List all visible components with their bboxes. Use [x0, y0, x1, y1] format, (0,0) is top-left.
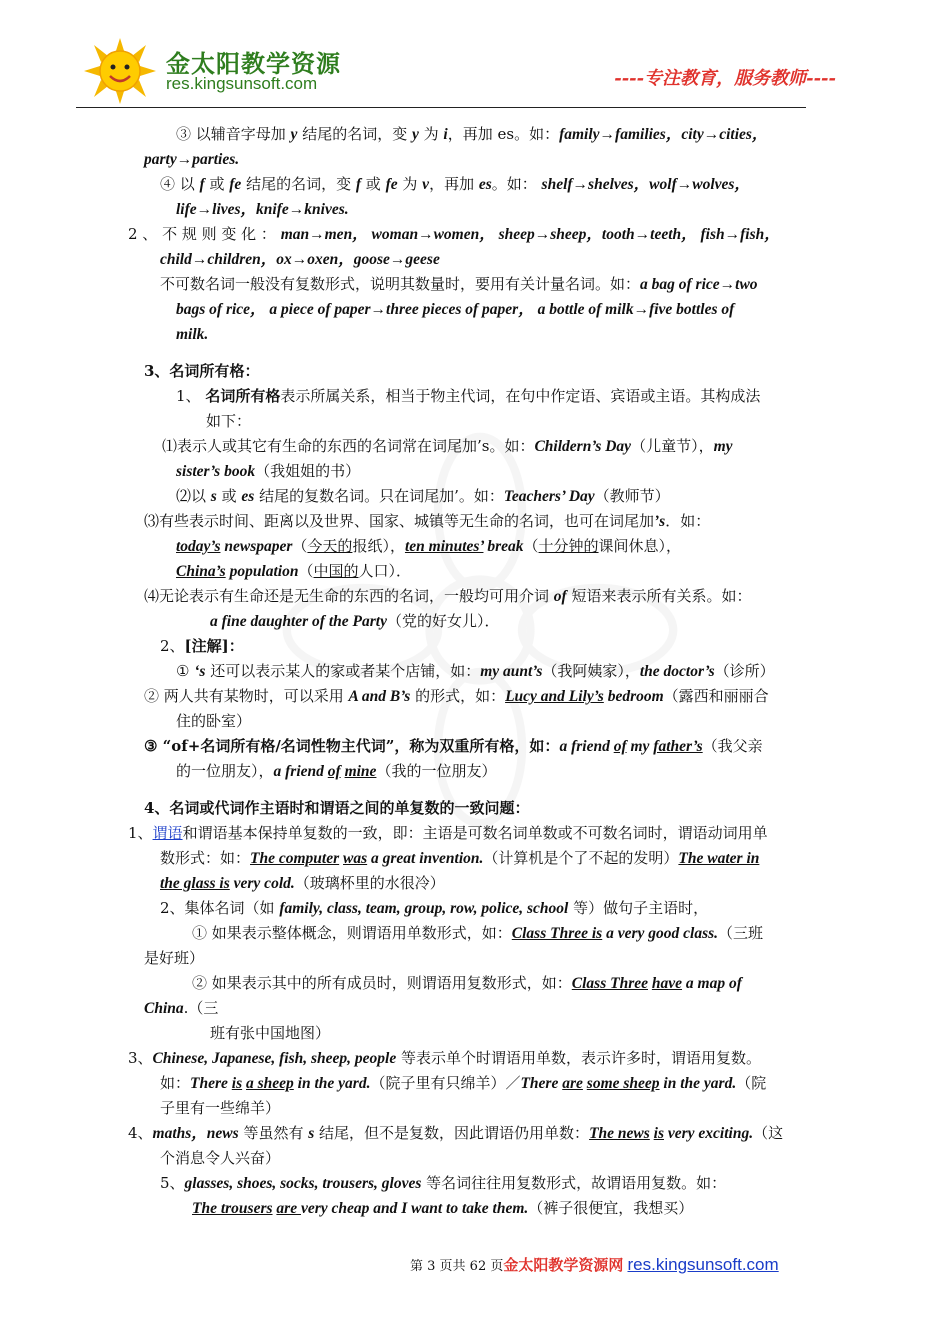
text-run: Teachers’ Day	[503, 488, 595, 505]
text-run: my	[713, 438, 733, 455]
text-run: was	[343, 850, 368, 867]
text-run: is	[653, 1125, 664, 1142]
text-run: （院	[736, 1074, 767, 1092]
text-run: There	[520, 1075, 563, 1092]
text-run: party→parties.	[144, 151, 240, 168]
text-run: father’s	[653, 738, 703, 755]
text-run: ③ 以辅音字母加	[176, 125, 291, 143]
text-run: Class Three	[571, 975, 648, 992]
text-run: （三班	[718, 924, 764, 942]
text-run: glasses, shoes, socks, trousers, gloves	[184, 1175, 422, 1192]
text-run: a fine daughter of the Party	[210, 613, 387, 630]
text-run: ’s	[654, 513, 666, 530]
text-run: mine	[344, 763, 377, 780]
brand-url[interactable]: res.kingsunsoft.com	[166, 74, 318, 93]
text-run: y	[411, 126, 419, 143]
text-run: 等虽然有	[238, 1124, 309, 1142]
text-run: 为	[397, 175, 423, 193]
text-line	[176, 122, 767, 147]
text-line	[144, 509, 710, 534]
text-run: have	[651, 975, 683, 992]
text-run: There	[190, 1075, 232, 1092]
text-run: （	[292, 537, 308, 555]
text-run: 住的卧室）	[176, 712, 252, 730]
text-run: （我姐姐的书）	[255, 462, 361, 480]
text-run: of	[613, 738, 627, 755]
text-run: 个消息令人兴奋）	[160, 1149, 281, 1167]
text-run: 4、名词或代词作主语时和谓语之间的单复数的一致问题：	[144, 799, 530, 817]
text-run: 数形式：如：	[160, 849, 251, 867]
text-line	[206, 409, 251, 434]
text-run: ⑴表示人或其它有生命的东西的名词常在词尾加’s。如：	[162, 437, 535, 455]
text-run: 人口）．	[358, 562, 412, 580]
text-line	[128, 1046, 761, 1071]
text-run: v	[422, 176, 430, 193]
text-run: 课间休息），	[598, 537, 682, 555]
text-line	[176, 484, 670, 509]
text-run: a map of	[682, 975, 742, 992]
text-run: the glass is	[160, 875, 230, 892]
text-line	[192, 1196, 693, 1221]
header-divider	[76, 107, 806, 108]
text-run: ② 两人共有某物时，可以采用	[144, 687, 349, 705]
text-run: ten minutes’	[404, 538, 484, 555]
text-line	[160, 247, 440, 272]
text-line	[160, 871, 445, 896]
text-line	[176, 534, 681, 559]
text-run: （	[523, 537, 539, 555]
page-footer	[410, 1254, 779, 1278]
text-run: 十分钟的	[538, 537, 599, 555]
text-run: 1、	[176, 387, 206, 405]
text-run: ③ “of+名词所有格/名词性物主代词”，称为双重所有格，如：	[144, 737, 560, 755]
text-line	[176, 384, 760, 409]
text-run: a friend	[273, 763, 328, 780]
text-run: 2、	[160, 637, 185, 655]
text-run: （裤子很便宜，我想买）	[528, 1199, 694, 1217]
text-run: ，再加	[429, 175, 479, 193]
text-line	[144, 796, 529, 821]
text-run: in the yard.	[293, 1075, 371, 1092]
text-run: China	[144, 1000, 184, 1017]
text-run: my	[626, 738, 654, 755]
text-line	[160, 1171, 726, 1196]
text-run: （我父亲	[702, 737, 763, 755]
header-slogan: ----专注教育，服务教师----	[614, 68, 836, 89]
inline-link[interactable]: 谓语	[152, 824, 183, 842]
text-run: （这	[753, 1124, 784, 1142]
text-line	[160, 1146, 280, 1171]
text-line	[144, 147, 239, 172]
sun-logo-icon	[80, 36, 160, 106]
text-run: 3、名词所有格：	[144, 362, 260, 380]
text-line	[176, 322, 208, 347]
text-run: very exciting.	[664, 1125, 754, 1142]
text-run: is	[231, 1075, 243, 1092]
text-line	[144, 584, 751, 609]
brand-name: 金太阳教学资源	[166, 50, 341, 78]
text-run: 表示所属关系，相当于物主代词，在句中作定语、宾语或主语。其构成法	[280, 387, 761, 405]
text-run: break	[483, 538, 524, 555]
text-run: ⑵以	[176, 487, 211, 505]
text-run: bedroom	[603, 688, 664, 705]
footer-site-name: 金太阳教学资源网	[503, 1256, 624, 1274]
text-run: a sheep	[246, 1075, 294, 1092]
text-run: （我的一位朋友）	[376, 762, 497, 780]
text-run: A and B’s	[348, 688, 411, 705]
text-line	[144, 734, 763, 759]
text-run: Class Three is	[511, 925, 603, 942]
text-line	[176, 459, 360, 484]
page-number: 第 3 页共 62 页	[410, 1259, 504, 1274]
text-run: The computer	[250, 850, 340, 867]
text-line	[210, 609, 499, 634]
text-run: [注解]：	[184, 637, 244, 655]
text-run: very cheap and I want to take them.	[300, 1200, 529, 1217]
text-run: population	[225, 563, 299, 580]
text-run: i	[443, 126, 448, 143]
text-run: The trousers	[192, 1200, 273, 1217]
text-run: 班有张中国地图）	[210, 1024, 331, 1042]
text-run: of	[553, 588, 567, 605]
text-line	[128, 1121, 783, 1146]
text-run: Childern’s Day	[534, 438, 632, 455]
text-line	[176, 659, 775, 684]
text-run: 4、	[128, 1124, 153, 1142]
text-run: ，再加 es。如：	[447, 125, 560, 143]
text-run: maths，news	[152, 1125, 239, 1142]
text-line	[176, 297, 734, 322]
text-run: （露西和丽丽合	[663, 687, 769, 705]
text-run: 的一位朋友），	[176, 762, 274, 780]
text-run: fe	[385, 176, 398, 193]
text-run: 和谓语基本保持单复数的一致，即：主语是可数名词单数或不可数名词时，谓语动词用单	[182, 824, 768, 842]
text-run: sister’s book	[176, 463, 256, 480]
text-run: ．如：	[665, 512, 711, 530]
text-line	[144, 359, 259, 384]
text-run: f	[199, 176, 205, 193]
text-run: Lucy and Lily’s	[505, 688, 604, 705]
text-run: （计算机是个了不起的发明）	[483, 849, 679, 867]
text-run: ② 如果表示其中的所有成员时，则谓语用复数形式，如：	[192, 974, 572, 992]
text-run: family, class, team, group, row, police, school	[279, 900, 569, 917]
text-run: 等）做句子主语时，	[568, 899, 709, 917]
text-run: 结尾的复数名词。只在词尾加’。如：	[254, 487, 504, 505]
text-run: 结尾的名词，变	[241, 175, 356, 193]
text-line	[192, 921, 763, 946]
text-run: 短语来表示所有关系。如：	[566, 587, 752, 605]
text-run: are	[276, 1200, 301, 1217]
text-run: family→families，city→cities，	[559, 126, 768, 143]
text-run: 结尾的名词，变	[297, 125, 412, 143]
text-run: 不可数名词一般没有复数形式，说明其数量时，要用有关计量名词。如：	[160, 275, 641, 293]
text-run: 今天的	[307, 537, 353, 555]
text-line	[176, 759, 496, 784]
text-run: a very good class.	[602, 925, 719, 942]
text-line	[176, 559, 411, 584]
text-run: .（三	[183, 999, 219, 1017]
text-run: es	[241, 488, 255, 505]
text-run: are	[562, 1075, 583, 1092]
text-run: s	[308, 1125, 315, 1142]
text-line	[160, 1096, 280, 1121]
text-run: newspaper	[220, 538, 293, 555]
text-run: s	[210, 488, 217, 505]
text-run: ⑶有些表示时间、距离以及世界、国家、城镇等无生命的名词，也可在词尾加	[144, 512, 655, 530]
text-run: 2 、 不 规 则 变 化 ：	[128, 225, 281, 243]
text-line	[176, 709, 251, 734]
text-run: 中国的	[313, 562, 359, 580]
text-run: 5、	[160, 1174, 185, 1192]
text-run: 结尾，但不是复数，因此谓语仍用单数：	[314, 1124, 590, 1142]
text-run: （教师节）	[594, 487, 670, 505]
text-run: 或	[204, 175, 230, 193]
text-run: 子里有一些绵羊）	[160, 1099, 281, 1117]
text-run: today’s	[176, 538, 221, 555]
text-run: y	[290, 126, 298, 143]
text-run: （儿童节），	[631, 437, 714, 455]
text-run: ‘s	[194, 663, 206, 680]
text-run: The news	[589, 1125, 650, 1142]
text-run: 是好班）	[144, 949, 205, 967]
text-run: a friend	[559, 738, 614, 755]
text-run: in the yard.	[659, 1075, 737, 1092]
text-line	[144, 684, 769, 709]
text-run: （玻璃杯里的水很冷）	[294, 874, 445, 892]
text-run: ①	[176, 662, 195, 680]
text-run: some sheep	[586, 1075, 660, 1092]
text-run: a bag of rice→two	[640, 276, 758, 293]
text-run: bags of rice， a piece of paper→three pieces of paper， a bottle of milk→five bottles of	[176, 301, 735, 318]
text-line	[160, 272, 758, 297]
text-run: life→lives，knife→knives.	[176, 201, 349, 218]
text-run: （党的好女儿）．	[386, 612, 500, 630]
text-run: f	[355, 176, 362, 193]
text-run: my aunt’s	[480, 663, 543, 680]
text-run: ④ 以	[160, 175, 200, 193]
text-line	[144, 996, 218, 1021]
text-run: child→children，ox→oxen，goose→geese	[160, 251, 440, 268]
text-run: 的形式，如：	[410, 687, 506, 705]
text-run: 报纸），	[352, 537, 405, 555]
text-line	[192, 971, 742, 996]
text-run: 2、集体名词（如	[160, 899, 280, 917]
text-run: shelf→shelves，wolf→wolves，	[541, 176, 750, 193]
page-header	[0, 0, 950, 112]
text-run: （诊所）	[714, 662, 775, 680]
text-run: 或	[216, 487, 242, 505]
text-line	[176, 197, 349, 222]
text-line	[210, 1021, 330, 1046]
text-run: 如：	[160, 1074, 191, 1092]
footer-site-url[interactable]: res.kingsunsoft.com	[627, 1255, 779, 1274]
text-run: man→men， woman→women， sheep→sheep，tooth→teeth， fish→fish，	[280, 226, 780, 243]
text-line	[160, 896, 708, 921]
text-run: Chinese, Japanese, fish, sheep, people	[152, 1050, 397, 1067]
text-run: fe	[229, 176, 242, 193]
text-run: ① 如果表示整体概念，则谓语用单数形式，如：	[192, 924, 512, 942]
text-run: 等表示单个时谓语用单数，表示许多时，谓语用复数。	[396, 1049, 762, 1067]
text-run: 。如：	[491, 175, 542, 193]
text-line	[128, 222, 780, 247]
text-run: 等名词往往用复数形式，故谓语用复数。如：	[421, 1174, 727, 1192]
text-run: 为	[418, 125, 444, 143]
text-run: The water in	[678, 850, 760, 867]
text-run: （我阿姨家），	[542, 662, 640, 680]
text-run: 如下：	[206, 412, 252, 430]
text-run: 名词所有格	[205, 387, 281, 405]
text-run: 还可以表示某人的家或者某个店铺，如：	[205, 662, 481, 680]
text-line	[162, 434, 733, 459]
text-run: 或	[361, 175, 386, 193]
text-run: （院子里有只绵羊）／	[370, 1074, 521, 1092]
text-line	[160, 1071, 766, 1096]
text-run: a great invention.	[367, 850, 484, 867]
text-run: very cold.	[229, 875, 295, 892]
text-run: China’s	[176, 563, 226, 580]
text-line	[160, 846, 759, 871]
text-run: ⑷无论表示有生命还是无生命的东西的名词，一般均可用介词	[144, 587, 554, 605]
text-run: （	[298, 562, 314, 580]
text-run: milk.	[176, 326, 209, 343]
text-line	[160, 634, 244, 659]
text-line	[144, 946, 204, 971]
text-run: the doctor’s	[639, 663, 715, 680]
text-line	[128, 821, 768, 846]
text-run: of	[327, 763, 341, 780]
text-run: 1、	[128, 824, 153, 842]
text-run: 3、	[128, 1049, 153, 1067]
text-run: es	[478, 176, 492, 193]
text-line	[160, 172, 750, 197]
